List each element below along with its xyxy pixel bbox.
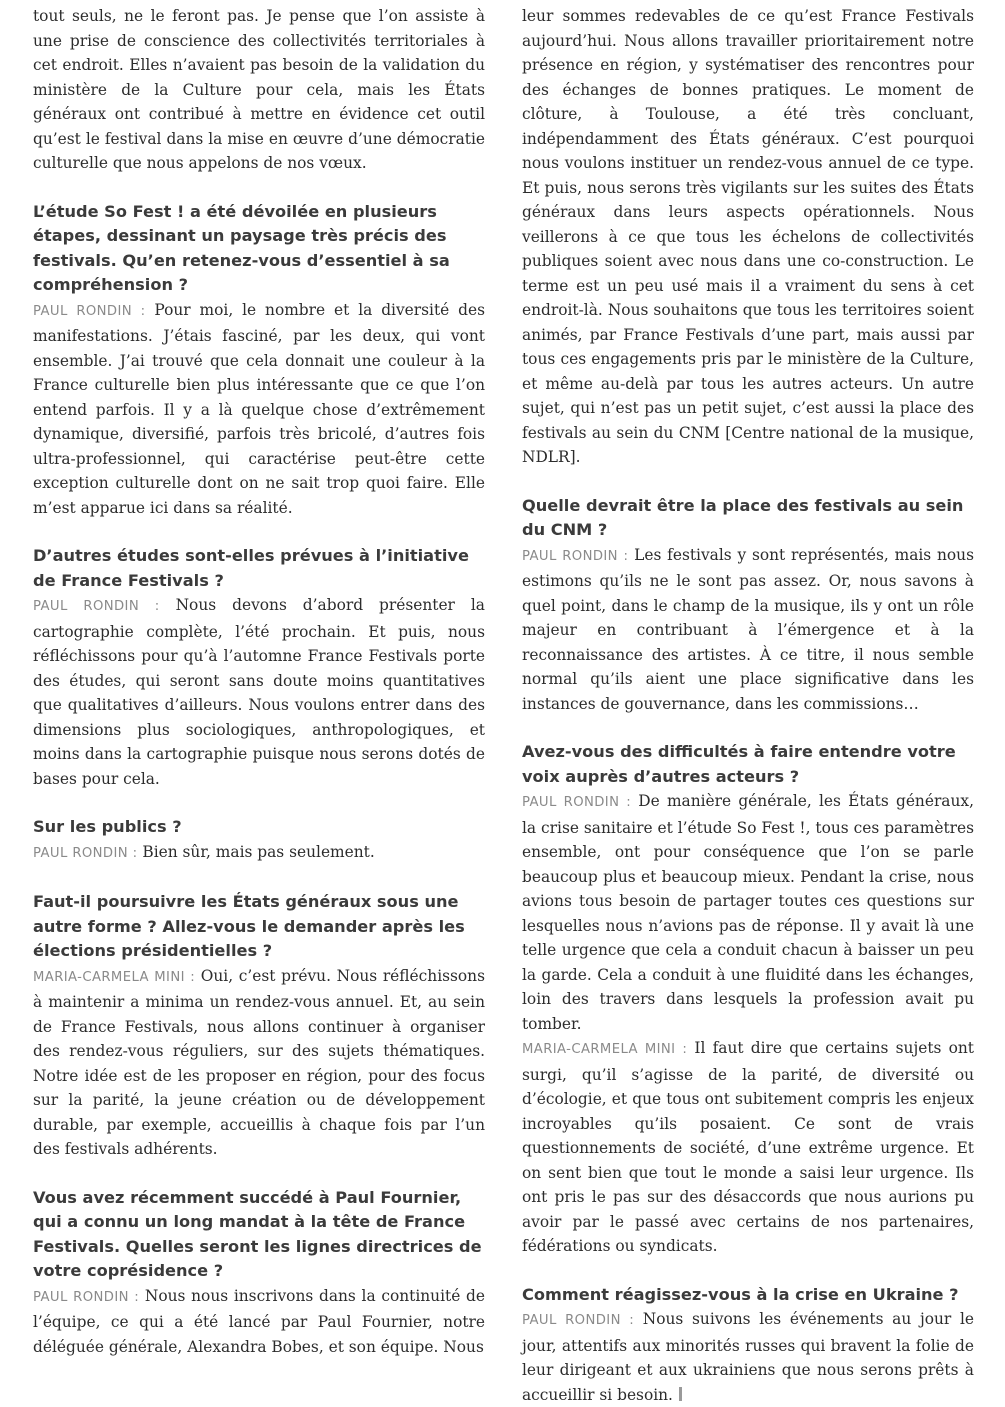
right-column [522, 4, 974, 1407]
speaker-label: PAUL RONDIN : [522, 1313, 635, 1328]
answer-text: Nous nous inscrivons dans la continuité de l’équipe, ce qui a été lancé par Paul Fournier, notre déléguée générale, Alexandra Bobes, et son équipe. Nous [33, 1286, 485, 1356]
question-heading: D’autres études sont-elles prévues à l’initiative de France Festivals ? [33, 546, 469, 590]
answer-paragraph [522, 1036, 974, 1259]
question-heading: Avez-vous des difficultés à faire entendre votre voix auprès d’autres acteurs ? [522, 742, 956, 786]
question-heading: Comment réagissez-vous à la crise en Ukraine ? [522, 1284, 959, 1304]
answer-text: Les festivals y sont représentés, mais nous estimons qu’ils ne le sont pas assez. Or, nous savons à quel point, dans le champ de la musique, ils y ont un rôle majeur en contribuant à l’émergence et à la reconnaissance des artistes. À ce titre, il nous semble normal qu’ils aient une place significative dans les instances de gouvernance, dans les commissions… [522, 545, 974, 713]
question-heading: Faut-il poursuivre les États généraux sous une autre forme ? Allez-vous le demander après les élections présidentielles ? [33, 892, 465, 960]
answer-paragraph [522, 789, 974, 1036]
end-of-article-mark [679, 1387, 682, 1401]
question-heading: L’étude So Fest ! a été dévoilée en plusieurs étapes, dessinant un paysage très précis des festivals. Qu’en retenez-vous d’essentiel à sa compréhension ? [33, 201, 450, 294]
speaker-label: PAUL RONDIN : [33, 1289, 140, 1305]
answer-paragraph [33, 840, 485, 867]
answer-paragraph [522, 1307, 974, 1407]
answer-paragraph [33, 298, 485, 521]
speaker-label: PAUL RONDIN : [522, 548, 629, 564]
question-heading: Sur les publics ? [33, 817, 182, 836]
answer-text: Nous devons d’abord présenter la cartographie complète, l’été prochain. Et puis, nous réfléchissons pour qu’à l’automne France Festivals porte des études, qui seront sans doute moins quantitatives que qualitatives d’ailleurs. Nous voulons entrer dans des dimensions plus sociologiques, anthropologiques, et moins dans la cartographie puisque nous serons dotés de bases pour cela. [33, 596, 485, 788]
speaker-label: PAUL RONDIN : [33, 303, 146, 319]
answer-paragraph [522, 543, 974, 717]
speaker-label: MARIA-CARMELA MINI : [33, 969, 196, 985]
answer-paragraph [33, 1284, 485, 1360]
continued-paragraph: tout seuls, ne le feront pas. Je pense que l’on assiste à une prise de conscience des collectivités territoriales à cet endroit. Elles n’avaient pas besoin de la validation du ministère de la Culture pour cela, mais les États généraux ont contribué à mettre en évidence cet outil qu’est le festival dans la mise en œuvre d’une démocratie culturelle que nous appelons de nos vœux. [33, 7, 485, 172]
answer-text: Oui, c’est prévu. Nous réfléchissons à maintenir a minima un rendez-vous annuel. Et, au sein de France Festivals, nous allons continuer à organiser des rendez-vous réguliers, sur des sujets thématiques. Notre idée est de les proposer en région, pour des focus sur la parité, la jeune création ou de développement durable, par exemple, accueillis à chaque fois par l’un des festivals adhérents. [33, 966, 485, 1158]
answer-paragraph [33, 964, 485, 1162]
speaker-label: PAUL RONDIN : [522, 795, 632, 810]
answer-text: Bien sûr, mais pas seulement. [142, 842, 375, 861]
question-heading: Vous avez récemment succédé à Paul Fournier, qui a connu un long mandat à la tête de France Festivals. Quelles seront les lignes directrices de votre coprésidence ? [33, 1187, 482, 1280]
question-heading: Quelle devrait être la place des festivals au sein du CNM ? [522, 495, 964, 539]
speaker-label: MARIA-CARMELA MINI : [522, 1042, 688, 1057]
left-column [33, 4, 485, 1359]
answer-text: De manière générale, les États généraux, la crise sanitaire et l’étude So Fest !, tous ces paramètres ensemble, ont pour conséquence que l’on se parle beaucoup plus et beaucoup mieux. Pendant la crise, nous avions tous besoin de partager toutes ces questions sur lesquelles nous n’avions pas de réponse. Il y avait là une telle urgence que cela a conduit chacun à baisser un peu la garde. Cela a conduit à une fluidité dans les échanges, loin des travers dans lesquels la profession avait pu tomber. [522, 792, 974, 1033]
answer-paragraph [33, 593, 485, 791]
speaker-label: PAUL RONDIN : [33, 599, 160, 614]
speaker-label: PAUL RONDIN : [33, 845, 138, 861]
continued-paragraph: leur sommes redevables de ce qu’est France Festivals aujourd’hui. Nous allons travailler prioritairement notre présence en région, y systématiser des rencontres pour des échanges de bonnes pratiques. Le moment de clôture, à Toulouse, a été très concluant, indépendamment des États généraux. C’est pourquoi nous voulons instituer un rendez-vous annuel de ce type. Et puis, nous serons très vigilants sur les suites des États généraux dans leurs aspects opérationnels. Nous veillerons à ce que tous les échelons de collectivités publiques soient avec nous dans une co-construction. Le terme est un peu usé mais il a vraiment du sens à cet endroit-là. Nous souhaitons que tous les territoires soient animés, par France Festivals d’une part, mais aussi par tous ces engagements pris par le ministère de la Culture, et même au-delà par tous les autres acteurs. Un autre sujet, qui n’est pas un petit sujet, c’est aussi la place des festivals au sein du CNM [Centre national de la musique, NDLR]. [522, 7, 974, 466]
answer-text: Nous suivons les événements au jour le jour, attentifs aux minorités russes qui bravent la folie de leur dirigeant et aux ukrainiens que nous serons prêts à accueillir si besoin. [522, 1310, 974, 1404]
answer-text: Pour moi, le nombre et la diversité des manifestations. J’étais fasciné, par les deux, qui vont ensemble. J’ai trouvé que cela donnait une couleur à la France culturelle bien plus intéressante que ce que l’on entend parfois. Il y a là quelque chose d’extrêmement dynamique, diversifié, parfois très bricolé, d’autres fois ultra-professionnel, qui caractérise peut-être cette exception culturelle dont on ne sait trop quoi faire. Elle m’est apparue ici dans sa réalité. [33, 300, 485, 517]
answer-text: Il faut dire que certains sujets ont surgi, qu’il s’agisse de la parité, de diversité ou d’écologie, et que tous ont subitement compris les enjeux incroyables qu’ils posaient. Ce sont de vrais questionnements de société, d’une extrême urgence. Et on sent bien que tout le monde a saisi leur urgence. Ils ont pris le pas sur des désaccords que nous aurions pu avoir par le passé avec certains de nos partenaires, fédérations ou syndicats. [522, 1039, 974, 1255]
